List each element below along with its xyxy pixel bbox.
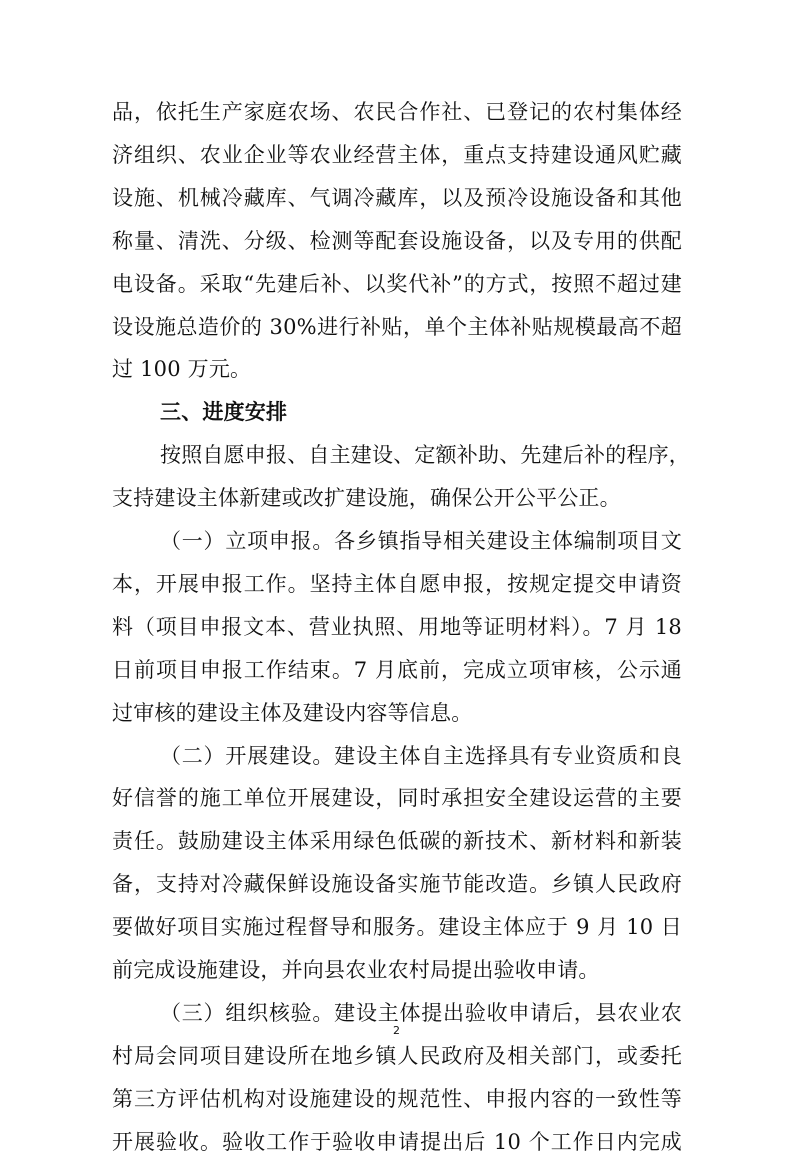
section-heading: 三、进度安排	[160, 400, 288, 425]
text-line: 要做好项目实施过程督导和服务。建设主体应于 9 月 10 日	[112, 915, 682, 940]
text-line: 日前项目申报工作结束。7 月底前，完成立项审核，公示通	[112, 657, 682, 682]
text-line: 过 100 万元。	[112, 357, 252, 382]
text-line: （三）组织核验。建设主体提出验收申请后，县农业农	[160, 1000, 682, 1025]
text-line: 备，支持对冷藏保鲜设施设备实施节能改造。乡镇人民政府	[112, 872, 682, 897]
page-number: 2	[393, 1024, 400, 1037]
text-line: 称量、清洗、分级、检测等配套设施设备，以及专用的供配	[112, 228, 682, 253]
text-line: 好信誉的施工单位开展建设，同时承担安全建设运营的主要	[112, 786, 682, 811]
text-line: 过审核的建设主体及建设内容等信息。	[112, 700, 473, 725]
text-line: （一）立项申报。各乡镇指导相关建设主体编制项目文	[160, 529, 682, 553]
text-line: （二）开展建设。建设主体自主选择具有专业资质和良	[160, 743, 682, 768]
text-line: 责任。鼓励建设主体采用绿色低碳的新技术、新材料和新装	[112, 829, 682, 854]
text-line: 第三方评估机构对设施建设的规范性、申报内容的一致性等	[112, 1086, 682, 1111]
text-line: 开展验收。验收工作于验收申请提出后 10 个工作日内完成	[112, 1129, 682, 1154]
text-line: 品，依托生产家庭农场、农民合作社、已登记的农村集体经	[112, 100, 682, 124]
text-line: 前完成设施建设，并向县农业农村局提出验收申请。	[112, 958, 600, 982]
text-line: 本，开展申报工作。坚持主体自愿申报，按规定提交申请资	[112, 571, 682, 596]
text-line: 济组织、农业企业等农业经营主体，重点支持建设通风贮藏	[112, 142, 682, 167]
text-line: 按照自愿申报、自主建设、定额补助、先建后补的程序，	[160, 443, 690, 468]
text-line: 电设备。采取“先建后补、以奖代补”的方式，按照不超过建	[112, 271, 682, 296]
text-line: 设设施总造价的 30%进行补贴，单个主体补贴规模最高不超	[112, 314, 682, 339]
text-line: 设施、机械冷藏库、气调冷藏库，以及预冷设施设备和其他	[112, 185, 682, 210]
text-line: 料（项目申报文本、营业执照、用地等证明材料）。7 月 18	[112, 614, 682, 639]
text-line: 支持建设主体新建或改扩建设施，确保公开公平公正。	[112, 486, 621, 511]
text-line: 村局会同项目建设所在地乡镇人民政府及相关部门，或委托	[112, 1043, 682, 1068]
